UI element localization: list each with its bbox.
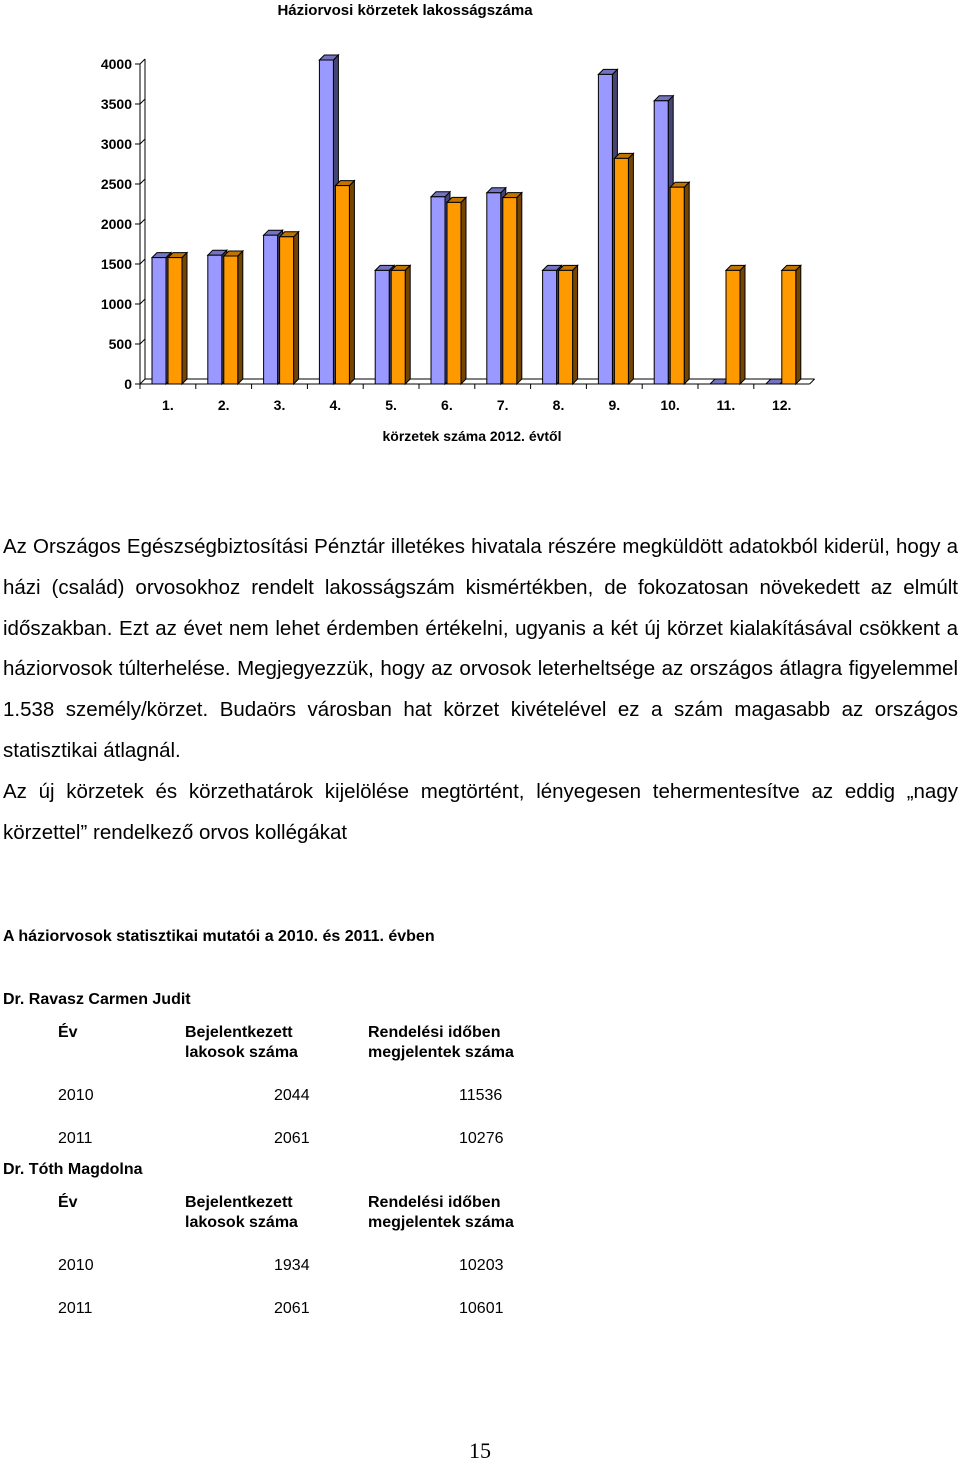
x-tick-label: 10. bbox=[660, 397, 680, 413]
bar-side bbox=[461, 197, 466, 384]
x-tick-label: 6. bbox=[441, 397, 453, 413]
bar-side bbox=[573, 265, 578, 384]
y-tick-labels bbox=[101, 56, 145, 392]
y-tick-depth bbox=[140, 339, 145, 344]
bar-front bbox=[168, 258, 182, 384]
header-registered bbox=[185, 1193, 298, 1233]
bar-series-2-6 bbox=[447, 197, 466, 384]
row-year: 2010 bbox=[58, 1257, 94, 1274]
y-tick-label: 1500 bbox=[100, 256, 132, 272]
bar-series-2-7 bbox=[503, 193, 522, 384]
bar-side bbox=[628, 153, 633, 384]
bar-front bbox=[543, 270, 557, 384]
x-axis-label: körzetek száma 2012. évtől bbox=[382, 428, 562, 444]
header-visits bbox=[368, 1193, 514, 1233]
x-tick-labels bbox=[140, 384, 791, 413]
bar-side bbox=[405, 265, 410, 384]
paragraph-2: Az új körzetek és körzethatárok kijelölése megtörtént, lényegesen tehermentesítve az eddig „nagy körzettel” rendelkező orvos kollégákat bbox=[3, 779, 958, 844]
bar-front bbox=[598, 74, 612, 384]
y-tick-depth bbox=[140, 139, 145, 144]
page-number: 15 bbox=[469, 1438, 491, 1463]
bar-series-2-4 bbox=[335, 181, 354, 384]
header-registered-line2: lakosok száma bbox=[185, 1044, 298, 1061]
y-tick-label: 2000 bbox=[100, 216, 132, 232]
row-year: 2011 bbox=[58, 1130, 93, 1147]
bar-series-2-10 bbox=[670, 182, 689, 384]
row-registered: 2061 bbox=[274, 1130, 310, 1147]
bar-series-2-9 bbox=[614, 153, 633, 384]
y-tick-depth bbox=[140, 299, 145, 304]
bar-side bbox=[294, 232, 299, 384]
bar-front bbox=[782, 270, 796, 384]
bar-front bbox=[375, 270, 389, 384]
bar-front bbox=[264, 235, 278, 384]
bar-side bbox=[238, 251, 243, 384]
bar-series-2-12 bbox=[782, 265, 801, 384]
doctor-name: Dr. Tóth Magdolna bbox=[3, 1161, 143, 1178]
doctor-name: Dr. Ravasz Carmen Judit bbox=[3, 991, 191, 1008]
bar-side bbox=[349, 181, 354, 384]
header-visits bbox=[368, 1023, 514, 1063]
row-year: 2010 bbox=[58, 1087, 94, 1104]
header-year: Év bbox=[58, 1024, 78, 1041]
y-tick-label: 3000 bbox=[100, 136, 132, 152]
y-tick-label: 0 bbox=[124, 376, 132, 392]
bar-front bbox=[152, 258, 166, 384]
header-visits-line2: megjelentek száma bbox=[368, 1214, 514, 1231]
y-tick-label: 3500 bbox=[100, 96, 132, 112]
bar-front bbox=[431, 197, 445, 384]
y-tick-label: 1000 bbox=[100, 296, 132, 312]
bar-series-2-11 bbox=[726, 265, 745, 384]
x-tick-label: 5. bbox=[385, 397, 397, 413]
y-tick-depth bbox=[140, 379, 145, 384]
bar-front bbox=[726, 270, 740, 384]
header-visits-line2: megjelentek száma bbox=[368, 1044, 514, 1061]
x-tick-label: 11. bbox=[716, 397, 736, 413]
floor-corner bbox=[810, 379, 815, 384]
y-tick-label: 4000 bbox=[100, 56, 132, 72]
stats-heading: A háziorvosok statisztikai mutatói a 2010. és 2011. évben bbox=[3, 928, 435, 945]
x-tick-label: 4. bbox=[329, 397, 342, 413]
bar-front bbox=[559, 270, 573, 384]
header-registered bbox=[185, 1023, 298, 1063]
row-visits: 10601 bbox=[459, 1300, 504, 1317]
header-visits-line1: Rendelési időben bbox=[368, 1194, 501, 1211]
bar-side bbox=[796, 265, 801, 384]
bar-front bbox=[335, 186, 349, 384]
bar-front bbox=[391, 270, 405, 384]
bar-front bbox=[319, 60, 333, 384]
x-tick-label: 7. bbox=[496, 397, 509, 413]
bar-side bbox=[517, 193, 522, 384]
y-tick-label: 500 bbox=[108, 336, 132, 352]
y-tick-label: 2500 bbox=[100, 176, 132, 192]
row-visits: 10276 bbox=[459, 1130, 504, 1147]
row-visits: 11536 bbox=[459, 1087, 503, 1104]
bar-front bbox=[654, 101, 668, 384]
bar-front bbox=[208, 255, 222, 384]
bar-series-2-3 bbox=[280, 232, 299, 384]
bar-side bbox=[740, 265, 745, 384]
bar-series-2-2 bbox=[224, 251, 243, 384]
y-tick-depth bbox=[140, 259, 145, 264]
body-text bbox=[3, 527, 958, 853]
row-registered: 2061 bbox=[274, 1300, 310, 1317]
bar-front bbox=[487, 193, 501, 384]
header-registered-line1: Bejelentkezett bbox=[185, 1194, 293, 1211]
x-tick-label: 12. bbox=[771, 397, 792, 413]
x-tick-label: 3. bbox=[273, 397, 286, 413]
bar-front bbox=[224, 256, 238, 384]
y-tick-depth bbox=[140, 99, 145, 104]
bar-front bbox=[447, 202, 461, 384]
bar-side bbox=[182, 253, 187, 384]
row-registered: 2044 bbox=[274, 1087, 310, 1104]
y-tick-depth bbox=[140, 59, 145, 64]
y-tick-depth bbox=[140, 179, 145, 184]
x-tick-label: 1. bbox=[162, 397, 174, 413]
bar-chart bbox=[0, 0, 960, 450]
x-tick-label: 8. bbox=[552, 397, 565, 413]
bar-front bbox=[614, 158, 628, 384]
bar-front bbox=[280, 237, 294, 384]
header-registered-line1: Bejelentkezett bbox=[185, 1024, 293, 1041]
header-year: Év bbox=[58, 1194, 78, 1211]
y-tick-depth bbox=[140, 219, 145, 224]
bar-front bbox=[503, 198, 517, 384]
header-registered-line2: lakosok száma bbox=[185, 1214, 298, 1231]
bar-series-2-8 bbox=[559, 265, 578, 384]
bar-series-2-1 bbox=[168, 253, 187, 384]
chart-title: Háziorvosi körzetek lakosságszáma bbox=[277, 2, 533, 19]
x-tick-label: 2. bbox=[217, 397, 230, 413]
row-year: 2011 bbox=[58, 1300, 93, 1317]
row-visits: 10203 bbox=[459, 1257, 504, 1274]
row-registered: 1934 bbox=[274, 1257, 310, 1274]
bar-front bbox=[670, 187, 684, 384]
bar-series-2-5 bbox=[391, 265, 410, 384]
paragraph-1: Az Országos Egészségbiztosítási Pénztár illetékes hivatala részére megküldött adatokból kiderül, hogy a házi (család) orvosokhoz rendelt lakosságszám kismértékben, de fokozatosan növekedett az elmúlt időszakban. Ezt az évet nem lehet érdemben értékelni, ugyanis a két új körzet kialakításával csökkent a háziorvosok túlterhelése. Megjegyezzük, hogy az orvosok leterheltsége az országos átlagra figyelemmel 1.538 személy/körzet. Budaörs városban hat körzet kivételével ez a szám magasabb az országos statisztikai átlagnál. bbox=[3, 535, 958, 762]
header-visits-line1: Rendelési időben bbox=[368, 1024, 501, 1041]
x-tick-label: 9. bbox=[608, 397, 621, 413]
bar-side bbox=[684, 182, 689, 384]
chart-bars bbox=[152, 55, 801, 384]
